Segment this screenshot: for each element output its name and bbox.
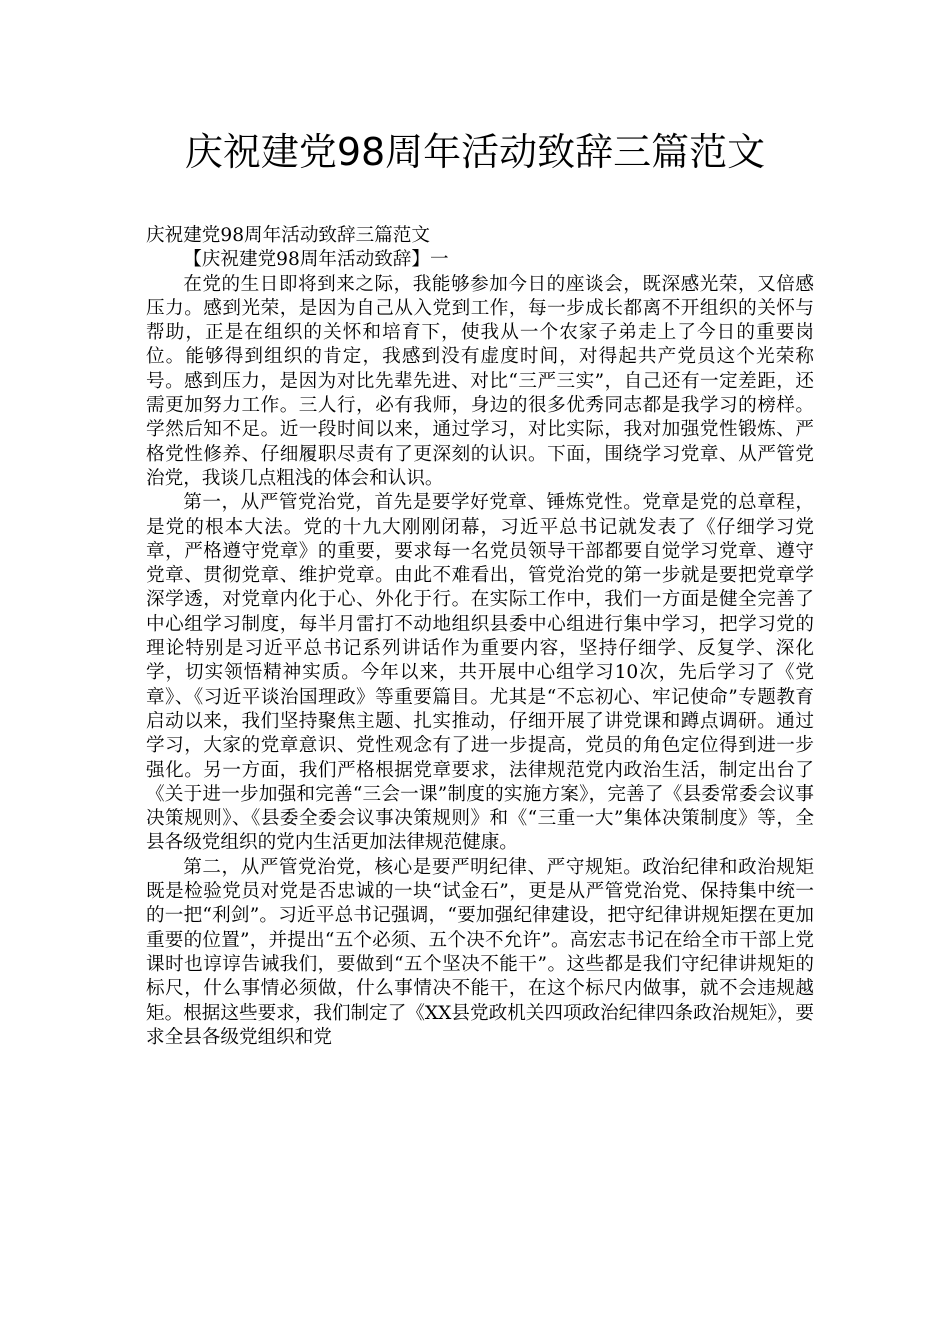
section-heading: 【庆祝建党98周年活动致辞】一: [183, 249, 449, 271]
paragraph-1: 在党的生日即将到来之际，我能够参加今日的座谈会，既深感光荣，又倍感压力。感到光荣，是因为自己从入党到工作，每一步成长都离不开组织的关怀与帮助，正是在组织的关怀和培育下，使我从一个农家子弟走上了今日的重要岗位。能够得到组织的肯定，我感到没有虚度时间，对得起共产党员这个光荣称号。感到压力，是因为对比先辈先进、对比“三严三实”，自己还有一定差距，还需更加努力工作。三人行，必有我师，身边的很多优秀同志都是我学习的榜样。学然后知不足。近一段时间以来，通过学习，对比实际，我对加强党性锻炼、严格党性修养、仔细履职尽责有了更深刻的认识。下面，围绕学习党章、从严管党治党，我谈几点粗浅的体会和认识。: [146, 273, 814, 489]
document-body: [146, 224, 814, 1050]
document-title: 庆祝建党98周年活动致辞三篇范文: [184, 130, 766, 174]
document-subtitle: 庆祝建党98周年活动致辞三篇范文: [146, 225, 430, 246]
paragraph-3: 第二，从严管党治党，核心是要严明纪律、严守规矩。政治纪律和政治规矩既是检验党员对党是否忠诚的一块“试金石”，更是从严管党治党、保持集中统一的一把“利剑”。习近平总书记强调，“要加强纪律建设，把守纪律讲规矩摆在更加重要的位置”，并提出“五个必须、五个决不允许”。高宏志书记在给全市干部上党课时也谆谆告诫我们，要做到“五个坚决不能干”。这些都是我们守纪律讲规矩的标尺，什么事情必须做，什么事情决不能干，在这个标尺内做事，就不会违规越矩。根据这些要求，我们制定了《XX县党政机关四项政治纪律四条政治规矩》，要求全县各级党组织和党: [146, 856, 814, 1048]
paragraph-2: 第一，从严管党治党，首先是要学好党章、锤炼党性。党章是党的总章程，是党的根本大法。党的十九大刚刚闭幕，习近平总书记就发表了《仔细学习党章，严格遵守党章》的重要，要求每一名党员领导干部都要自觉学习党章、遵守党章、贯彻党章、维护党章。由此不难看出，管党治党的第一步就是要把党章学深学透，对党章内化于心、外化于行。在实际工作中，我们一方面是健全完善了中心组学习制度，每半月雷打不动地组织县委中心组进行集中学习，把学习党的理论特别是习近平总书记系列讲话作为重要内容，坚持仔细学、反复学、深化学，切实领悟精神实质。今年以来，共开展中心组学习10次，先后学习了《党章》、《习近平谈治国理政》等重要篇目。尤其是“不忘初心、牢记使命”专题教育启动以来，我们坚持聚焦主题、扎实推动，仔细开展了讲党课和蹲点调研。通过学习，大家的党章意识、党性观念有了进一步提高，党员的角色定位得到进一步强化。另一方面，我们严格根据党章要求，法律规范党内政治生活，制定出台了《关于进一步加强和完善“三会一课”制度的实施方案》，完善了《县委常委会议事决策规则》、《县委全委会议事决策规则》和《“三重一大”集体决策制度》等，全县各级党组织的党内生活更加法律规范健康。: [146, 492, 814, 854]
